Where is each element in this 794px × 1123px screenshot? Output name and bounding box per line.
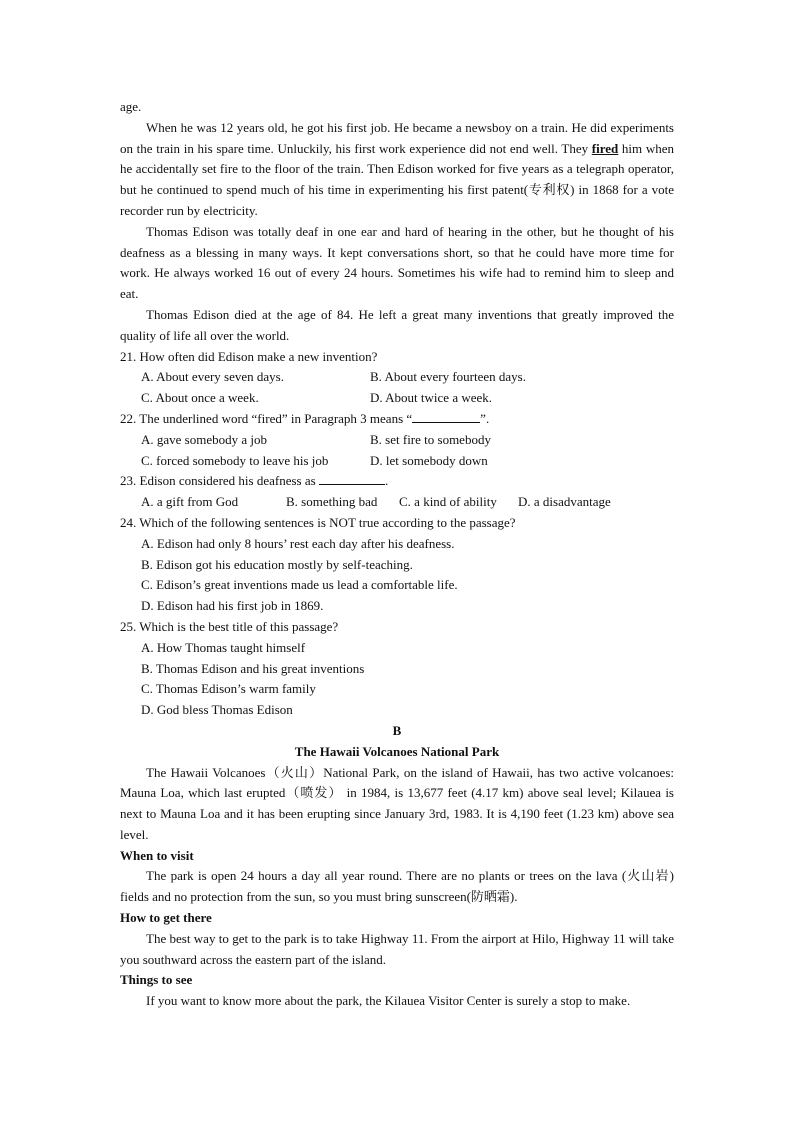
passage-a-paragraph-3: Thomas Edison died at the age of 84. He left a great many inventions that greatly improved the quality of life all over the world. [120, 306, 674, 343]
option-b: B. About every fourteen days. [370, 369, 526, 385]
question-22-stem [120, 409, 674, 430]
passage-b-paragraph-2: The best way to get to the park is to take Highway 11. From the airport at Hilo, Highway 11 will take you southward across the eastern part of the island. [120, 930, 674, 967]
passage-b-paragraph-1: The park is open 24 hours a day all year round. There are no plants or trees on the lava (火山岩) fields and no protection from the sun, so you must bring sunscreen(防晒霜). [120, 868, 674, 905]
question-22-options-row-2 [120, 451, 674, 472]
option-b: B. set fire to somebody [370, 431, 491, 447]
option-b: B. Edison got his education mostly by self-teaching. [141, 556, 413, 572]
option-a: A. a gift from God [141, 494, 239, 510]
stem-text: 22. The underlined word “fired” in Paragraph 3 means “ [120, 410, 413, 426]
underlined-word-fired: fired [591, 140, 619, 156]
passage-b-title: The Hawaii Volcanoes National Park [294, 743, 500, 759]
question-24-stem: 24. Which of the following sentences is NOT true according to the passage? [120, 514, 516, 530]
option-d: D. Edison had his first job in 1869. [141, 598, 324, 614]
option-c: C. forced somebody to leave his job [141, 452, 329, 468]
heading-things-to-see: Things to see [120, 972, 193, 988]
answer-blank [412, 410, 480, 423]
question-21-options-row-2 [120, 388, 674, 409]
option-c: C. Thomas Edison’s warm family [141, 681, 316, 697]
passage-a-paragraph-1 [120, 118, 674, 222]
stem-text: 23. Edison considered his deafness as [120, 473, 319, 489]
question-23-options [120, 492, 674, 513]
passage-a-paragraph-2: Thomas Edison was totally deaf in one ear and hard of hearing in the other, but he thought of his deafness as a blessing in many ways. It kept conversations short, so that he could have more time for work. He always worked 16 out of every 24 hours. Sometimes his wife had to remind him to sleep and eat. [120, 223, 674, 302]
option-a: A. How Thomas taught himself [141, 639, 306, 655]
question-21-options-row-1 [120, 367, 674, 388]
passage-b-paragraph-3: If you want to know more about the park, the Kilauea Visitor Center is surely a stop to make. [146, 993, 631, 1009]
question-25-stem: 25. Which is the best title of this passage? [120, 618, 339, 634]
option-a: A. Edison had only 8 hours’ rest each day after his deafness. [141, 535, 455, 551]
answer-blank [319, 472, 385, 485]
passage-b-intro: The Hawaii Volcanoes（火山）National Park, on the island of Hawaii, has two active volcanoes: Mauna Loa, which last erupted（喷发） in 1984, is 13,677 feet (4.17 km) above seal level; Kilauea is next to Mauna Loa and it has been erupting since January 3rd, 1983. It is 4,190 feet (1.23 km) above sea level. [120, 764, 674, 842]
option-d: D. a disadvantage [518, 494, 611, 510]
option-d: D. let somebody down [370, 452, 488, 468]
paragraph-text: When he was 12 years old, he got his first job. He became a newsboy on a train. He did experiments on the train in his spare time. Unluckily, his first work experience did not end well. They [120, 119, 674, 156]
question-23-stem [120, 471, 674, 492]
option-d: D. God bless Thomas Edison [141, 702, 293, 718]
option-c: C. Edison’s great inventions made us lead a comfortable life. [141, 577, 458, 593]
option-b: B. Thomas Edison and his great inventions [141, 660, 365, 676]
document-page [120, 97, 674, 1012]
stem-text: ”. [480, 410, 490, 426]
option-a: A. About every seven days. [141, 369, 284, 385]
option-c: C. About once a week. [141, 390, 259, 406]
option-c: C. a kind of ability [399, 494, 497, 510]
passage-continuation: age. [120, 99, 142, 114]
stem-text: . [384, 473, 389, 489]
heading-how-to-get-there: How to get there [120, 910, 212, 926]
question-21-stem: 21. How often did Edison make a new invention? [120, 348, 378, 364]
option-d: D. About twice a week. [370, 390, 493, 406]
section-letter: B [392, 722, 402, 738]
question-22-options-row-1 [120, 430, 674, 451]
option-a: A. gave somebody a job [141, 431, 268, 447]
option-b: B. something bad [286, 494, 378, 510]
heading-when-to-visit: When to visit [120, 847, 194, 863]
paragraph-text: him when he accidentally set fire to the floor of the train. Then Edison worked for five years as a telegraph operator, but he continued to spend much of his time in experimenting his first patent(专利权) in 1868 for a vote recorder run by electricity. [120, 140, 674, 218]
